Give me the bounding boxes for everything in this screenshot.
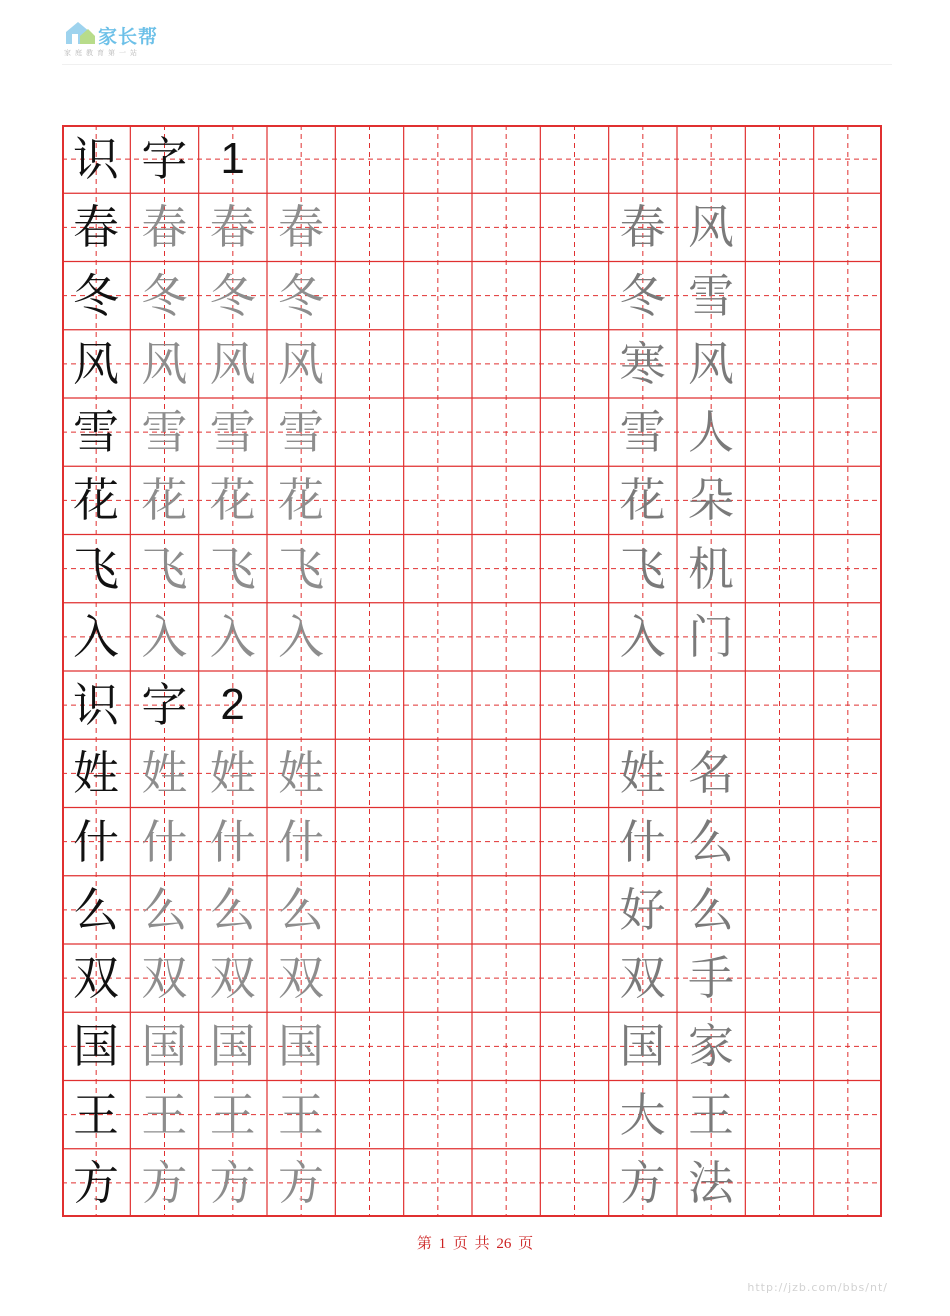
model-character: 国: [73, 1019, 119, 1074]
trace-character: 风: [141, 336, 188, 391]
model-character: 王: [73, 1087, 119, 1142]
house-logo-icon: [64, 20, 96, 46]
site-logo: [62, 16, 172, 62]
model-character: 入: [73, 609, 119, 664]
section-title-char: 识: [73, 132, 119, 186]
word-character: 门: [688, 609, 734, 664]
logo-subtitle: 家庭教育第一站: [64, 49, 141, 57]
trace-character: 冬: [141, 268, 188, 323]
word-character: 好: [619, 882, 666, 937]
trace-character: 飞: [209, 541, 256, 596]
section-title-char: 字: [141, 678, 188, 732]
section-title-char: 识: [73, 678, 119, 732]
practice-grid: [62, 125, 882, 1217]
section-title-number: 1: [220, 134, 245, 183]
word-character: 飞: [619, 541, 666, 596]
word-character: 姓: [619, 746, 666, 801]
word-character: 寒: [619, 336, 666, 391]
trace-character: 雪: [278, 405, 324, 459]
trace-character: 花: [209, 473, 256, 528]
trace-character: 王: [209, 1087, 256, 1142]
word-character: 朵: [688, 473, 734, 528]
trace-character: 飞: [278, 541, 324, 596]
trace-character: 风: [209, 336, 256, 391]
trace-character: 春: [141, 200, 188, 255]
trace-character: 冬: [209, 268, 256, 323]
word-character: 雪: [619, 405, 666, 459]
trace-character: 王: [278, 1087, 324, 1142]
trace-character: 双: [209, 951, 256, 1005]
trace-character: 国: [141, 1019, 188, 1074]
trace-character: 花: [141, 473, 188, 528]
model-character: 风: [73, 336, 119, 391]
trace-character: 么: [278, 882, 324, 937]
word-character: 冬: [619, 268, 666, 323]
model-character: 双: [73, 951, 119, 1005]
word-character: 家: [688, 1019, 734, 1074]
trace-character: 什: [278, 814, 324, 869]
word-character: 入: [619, 609, 666, 664]
trace-character: 花: [278, 473, 324, 528]
trace-character: 王: [141, 1087, 188, 1142]
model-character: 春: [73, 200, 119, 255]
logo-text: 家长帮: [98, 26, 159, 48]
trace-character: 雪: [209, 405, 256, 459]
word-character: 么: [688, 882, 734, 937]
word-character: 大: [619, 1087, 666, 1142]
trace-character: 春: [209, 200, 256, 255]
trace-character: 姓: [209, 746, 256, 801]
trace-character: 方: [278, 1155, 324, 1210]
trace-character: 双: [141, 951, 188, 1005]
word-character: 风: [688, 336, 734, 391]
section-title-char: 字: [141, 132, 188, 186]
word-character: 什: [619, 814, 666, 869]
trace-character: 姓: [141, 746, 188, 801]
model-character: 方: [73, 1155, 119, 1210]
trace-character: 国: [209, 1019, 256, 1074]
word-character: 法: [688, 1155, 734, 1210]
word-character: 手: [688, 951, 734, 1005]
model-character: 什: [73, 814, 119, 869]
word-character: 么: [688, 814, 734, 869]
trace-character: 么: [209, 882, 256, 937]
word-character: 名: [688, 746, 734, 801]
trace-character: 春: [278, 200, 324, 255]
page-number: 第 1 页 共 26 页: [416, 1236, 534, 1252]
model-character: 飞: [73, 541, 119, 596]
trace-character: 姓: [278, 746, 324, 801]
trace-character: 方: [141, 1155, 188, 1210]
trace-character: 入: [209, 609, 256, 664]
model-character: 么: [73, 882, 119, 937]
section-title-number: 2: [220, 680, 245, 729]
trace-character: 国: [278, 1019, 324, 1074]
trace-character: 什: [209, 814, 256, 869]
word-character: 雪: [688, 268, 734, 323]
trace-character: 冬: [278, 268, 324, 323]
model-character: 雪: [73, 405, 119, 459]
model-character: 花: [73, 473, 119, 528]
word-character: 人: [688, 405, 734, 459]
word-character: 方: [619, 1155, 666, 1210]
trace-character: 雪: [141, 405, 188, 459]
trace-character: 方: [209, 1155, 256, 1210]
trace-character: 入: [278, 609, 324, 664]
word-character: 双: [619, 951, 666, 1005]
header-divider: [62, 64, 892, 65]
footer-url: http://jzb.com/bbs/nt/: [747, 1281, 888, 1294]
model-character: 冬: [73, 268, 119, 323]
word-character: 花: [619, 473, 666, 528]
word-character: 王: [688, 1087, 734, 1142]
word-character: 机: [688, 541, 734, 596]
trace-character: 入: [141, 609, 188, 664]
model-character: 姓: [73, 746, 119, 801]
word-character: 春: [619, 200, 666, 255]
trace-character: 双: [278, 951, 324, 1005]
word-character: 国: [619, 1019, 666, 1074]
trace-character: 飞: [141, 541, 188, 596]
trace-character: 么: [141, 882, 188, 937]
word-character: 风: [688, 200, 734, 255]
trace-character: 风: [278, 336, 324, 391]
trace-character: 什: [141, 814, 188, 869]
